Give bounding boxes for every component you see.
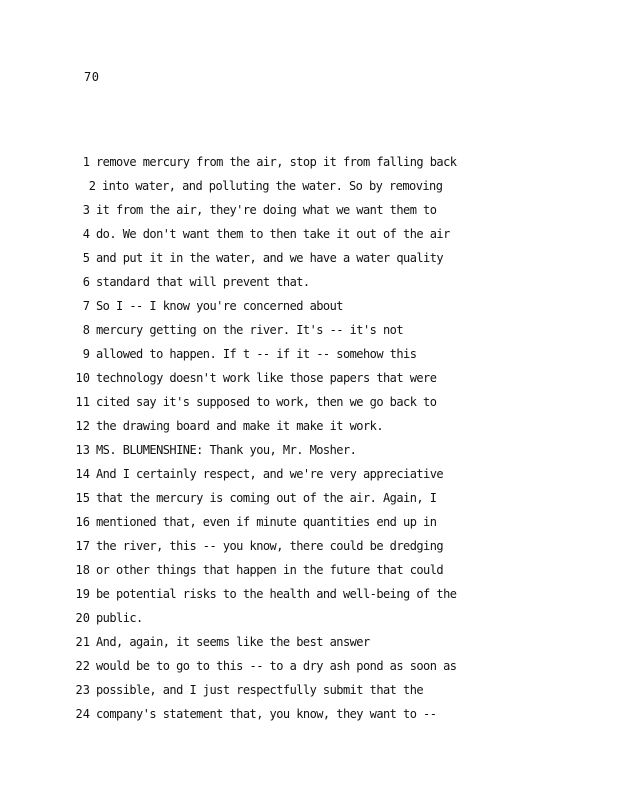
line-text: standard that will prevent that. <box>96 275 310 289</box>
line-text: cited say it's supposed to work, then we go back to <box>96 395 437 409</box>
line-number: 22 <box>75 659 90 673</box>
line-number: 9 <box>82 347 90 361</box>
transcript-line <box>0 225 618 249</box>
transcript-line <box>0 345 618 369</box>
transcript-line <box>0 153 618 177</box>
line-text: be potential risks to the health and well-being of the <box>96 587 457 601</box>
transcript-line <box>0 681 618 705</box>
transcript-line <box>0 657 618 681</box>
line-text: So I -- I know you're concerned about <box>96 299 343 313</box>
line-number: 5 <box>82 251 90 265</box>
transcript-line <box>0 369 618 393</box>
line-text: and put it in the water, and we have a water quality <box>96 251 444 265</box>
line-text: do. We don't want them to then take it out of the air <box>96 227 450 241</box>
line-number: 3 <box>82 203 90 217</box>
line-number: 2 <box>88 179 96 193</box>
transcript-line <box>0 513 618 537</box>
line-text: mercury getting on the river. It's -- it's not <box>96 323 404 337</box>
line-number: 18 <box>75 563 90 577</box>
transcript-line <box>0 537 618 561</box>
transcript-line <box>0 585 618 609</box>
line-number: 16 <box>75 515 90 529</box>
line-text: MS. BLUMENSHINE: Thank you, Mr. Mosher. <box>96 443 357 457</box>
line-text: technology doesn't work like those papers that were <box>96 371 437 385</box>
line-text: company's statement that, you know, they want to -- <box>96 707 437 721</box>
transcript-line <box>0 489 618 513</box>
line-number: 20 <box>75 611 90 625</box>
line-number: 15 <box>75 491 90 505</box>
line-number: 17 <box>75 539 90 553</box>
line-text: possible, and I just respectfully submit that the <box>96 683 424 697</box>
line-number: 10 <box>75 371 90 385</box>
line-number: 11 <box>75 395 90 409</box>
line-text: mentioned that, even if minute quantities end up in <box>96 515 437 529</box>
line-text: that the mercury is coming out of the air. Again, I <box>96 491 437 505</box>
line-number: 12 <box>75 419 90 433</box>
transcript-line <box>0 177 618 201</box>
line-text: into water, and polluting the water. So by removing <box>102 179 443 193</box>
line-number: 13 <box>75 443 90 457</box>
page-number: 70 <box>84 70 100 84</box>
transcript-line <box>0 393 618 417</box>
line-text: the drawing board and make it make it work. <box>96 419 384 433</box>
line-number: 4 <box>82 227 90 241</box>
line-text: allowed to happen. If t -- if it -- somehow this <box>96 347 417 361</box>
transcript-line <box>0 633 618 657</box>
line-text: And, again, it seems like the best answer <box>96 635 370 649</box>
transcript-line <box>0 465 618 489</box>
transcript-line <box>0 609 618 633</box>
line-number: 24 <box>75 707 90 721</box>
line-text: And I certainly respect, and we're very appreciative <box>96 467 444 481</box>
line-number: 14 <box>75 467 90 481</box>
line-text: would be to go to this -- to a dry ash pond as soon as <box>96 659 457 673</box>
transcript-line <box>0 705 618 729</box>
line-number: 19 <box>75 587 90 601</box>
transcript-line <box>0 249 618 273</box>
line-number: 7 <box>82 299 90 313</box>
line-text: remove mercury from the air, stop it from falling back <box>96 155 457 169</box>
transcript-line <box>0 201 618 225</box>
line-number: 23 <box>75 683 90 697</box>
line-number: 1 <box>82 155 90 169</box>
line-number: 21 <box>75 635 90 649</box>
transcript-line <box>0 561 618 585</box>
line-number: 8 <box>82 323 90 337</box>
transcript-line <box>0 273 618 297</box>
line-text: or other things that happen in the future that could <box>96 563 444 577</box>
transcript-line <box>0 417 618 441</box>
line-number: 6 <box>82 275 90 289</box>
transcript-line <box>0 441 618 465</box>
transcript-body <box>0 153 618 729</box>
line-text: it from the air, they're doing what we want them to <box>96 203 437 217</box>
transcript-line <box>0 321 618 345</box>
transcript-line <box>0 297 618 321</box>
line-text: public. <box>96 611 143 625</box>
line-text: the river, this -- you know, there could be dredging <box>96 539 444 553</box>
